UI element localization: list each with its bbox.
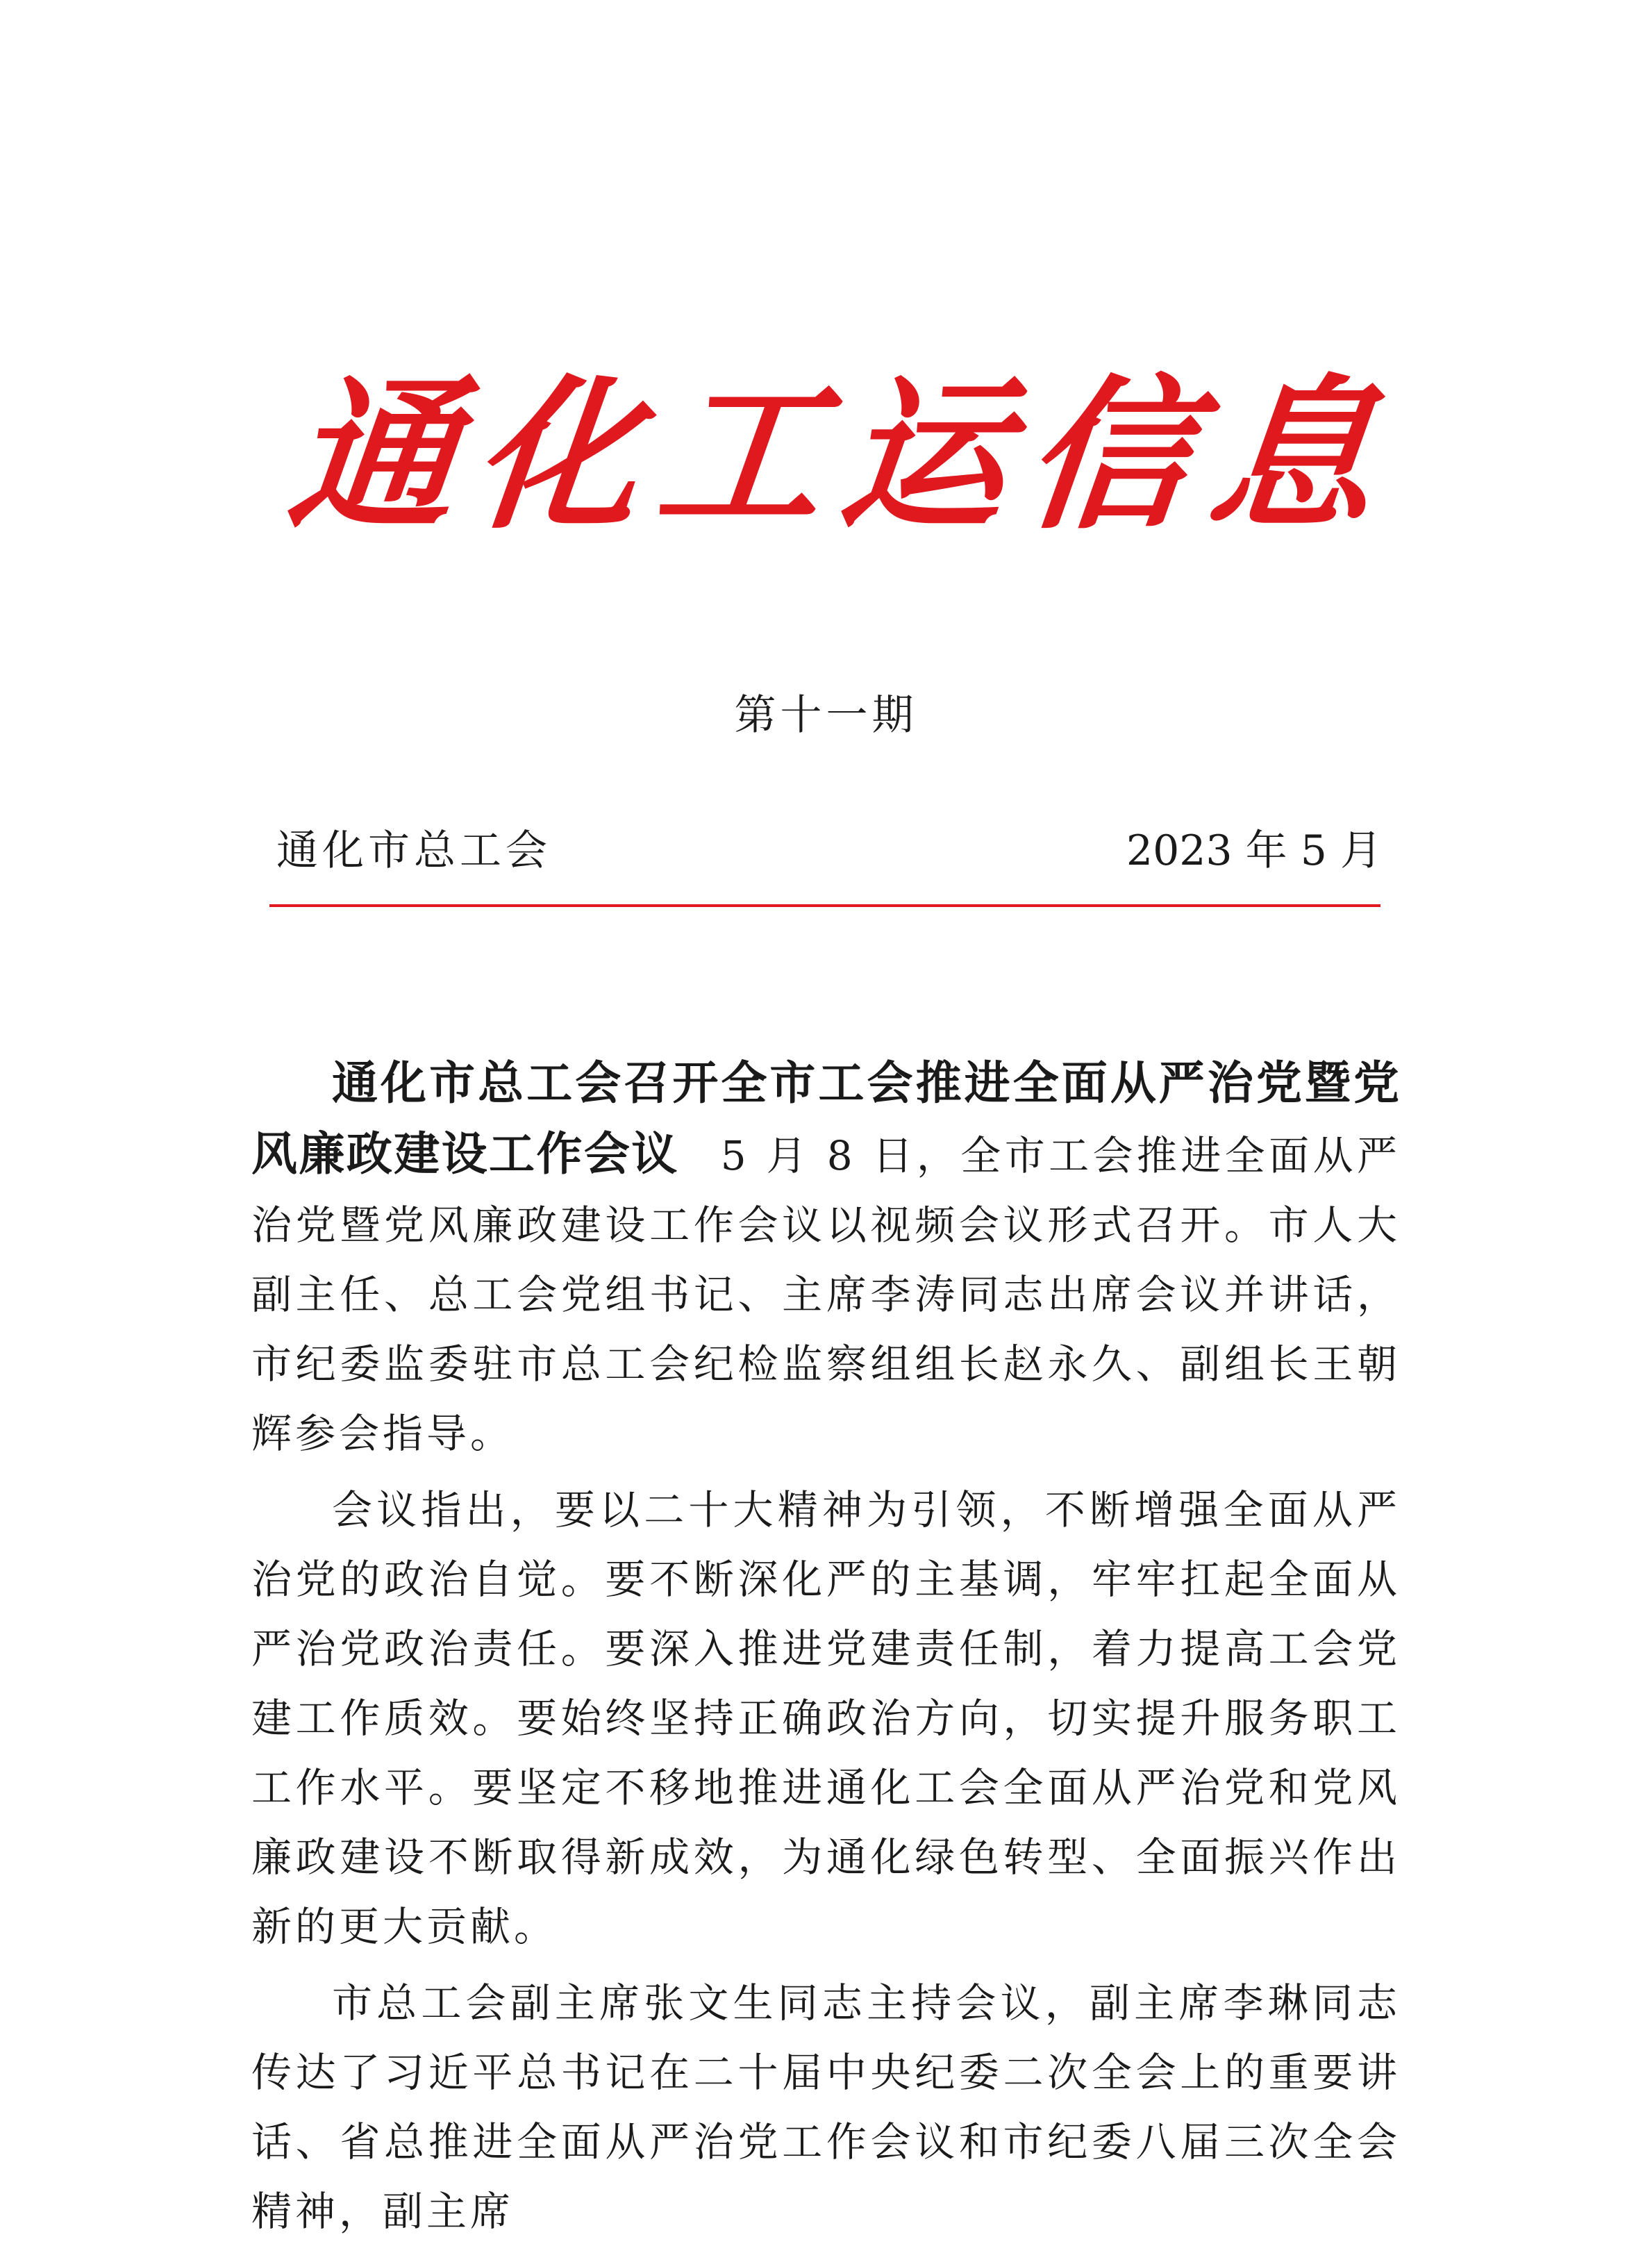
publisher-name: 通化市总工会 <box>276 826 551 875</box>
masthead-char: 化 <box>465 358 650 551</box>
header-divider <box>269 904 1380 907</box>
article-body <box>251 1049 1401 2253</box>
masthead-char: 息 <box>1201 358 1385 551</box>
article-lead-paragraph <box>251 1049 1401 1468</box>
issue-number: 第十一期 <box>734 691 918 740</box>
masthead-char: 运 <box>833 358 1018 551</box>
article-headline: 通化市总工会召开全市工会推进全面从严治党暨党风廉政建设工作会议 <box>251 1056 1401 1181</box>
masthead-title <box>281 358 1385 551</box>
publication-date: 2023 年 5 月 <box>1126 826 1382 875</box>
article-paragraph: 会议指出，要以二十大精神为引领，不断增强全面从严治党的政治自觉。要不断深化严的主基调，牢牢扛起全面从严治党政治责任。要深入推进党建责任制，着力提高工会党建工作质效。要始终坚持正确政治方向，切实提升服务职工工作水平。要坚定不移地推进通化工会全面从严治党和党风廉政建设不断取得新成效，为通化绿色转型、全面振兴作出新的更大贡献。 <box>251 1486 1401 1950</box>
article-lead-text: 5 月 8 日，全市工会推进全面从严治党暨党风廉政建设工作会议以视频会议形式召开。市人大副主任、总工会党组书记、主席李涛同志出席会议并讲话，市纪委监委驻市总工会纪检监察组组长赵永久、副组长王朝辉参会指导。 <box>251 1132 1401 1457</box>
masthead-char: 信 <box>1017 358 1201 551</box>
publication-meta <box>276 824 1382 877</box>
masthead-char: 工 <box>649 358 834 551</box>
masthead-char: 通 <box>281 358 466 551</box>
article-paragraph: 市总工会副主席张文生同志主持会议，副主席李琳同志传达了习近平总书记在二十届中央纪委二次全会上的重要讲话、省总推进全面从严治党工作会议和市纪委八届三次全会精神，副主席 <box>251 1979 1401 2235</box>
